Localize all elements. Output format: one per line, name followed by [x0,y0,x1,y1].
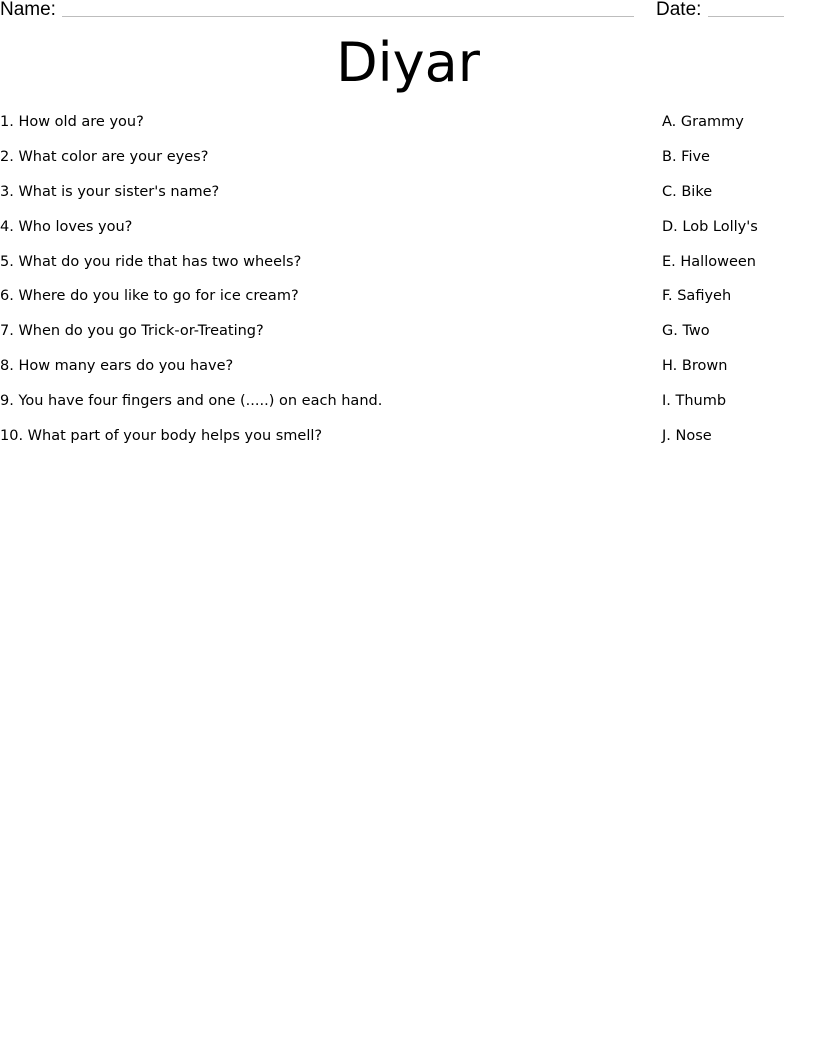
name-blank-line [62,16,634,17]
answer-item: G. Two [662,323,710,340]
question-item: 10. What part of your body helps you smell? [0,428,323,445]
date-blank-line [708,16,784,17]
answer-item: J. Nose [662,428,712,445]
question-item: 8. How many ears do you have? [0,358,234,375]
question-item: 6. Where do you like to go for ice cream? [0,288,299,305]
question-item: 1. How old are you? [0,114,144,130]
answer-item: I. Thumb [662,393,727,410]
answer-item: E. Halloween [662,253,756,270]
question-item: 2. What color are your eyes? [0,148,209,165]
question-item: 7. When do you go Trick-or-Treating? [0,323,264,340]
answer-item: C. Bike [662,183,713,200]
answer-item: H. Brown [662,358,728,375]
answer-item: F. Safiyeh [662,288,732,305]
page-title: Diyar [336,31,480,94]
date-label: Date: [656,0,702,20]
question-item: 9. You have four fingers and one (.....) on each hand. [0,393,383,410]
answer-item: A. Grammy [662,114,744,130]
question-list [0,111,382,460]
question-item: 3. What is your sister's name? [0,183,220,200]
name-label: Name: [0,0,56,20]
worksheet-header [0,0,816,24]
answer-item: B. Five [662,148,710,165]
question-item: 5. What do you ride that has two wheels? [0,253,302,270]
answer-list [662,111,758,460]
question-item: 4. Who loves you? [0,218,133,235]
answer-item: D. Lob Lolly's [662,218,758,235]
